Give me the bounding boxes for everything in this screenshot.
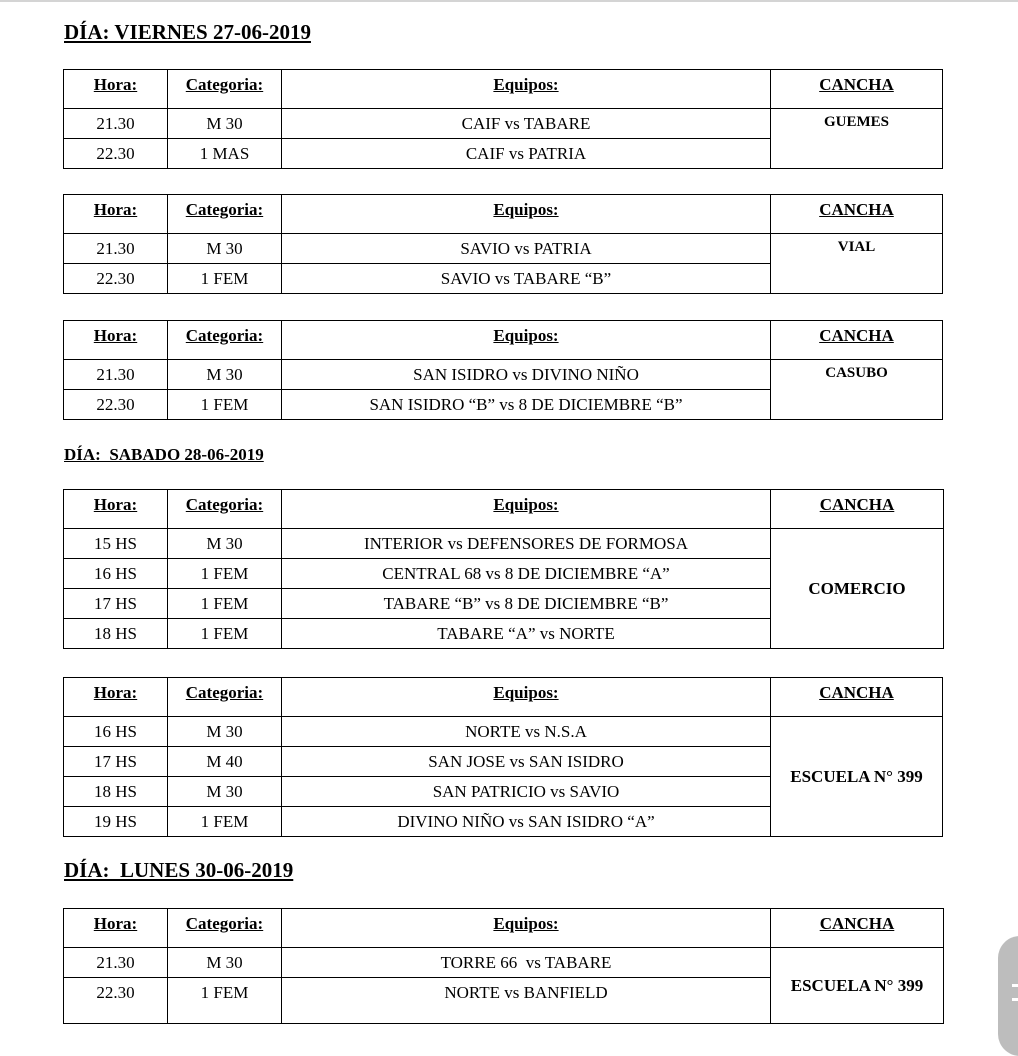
schedule-table: [63, 320, 943, 420]
schedule-table: [63, 489, 944, 649]
header-categoria: Categoria:: [168, 195, 282, 234]
table-row: [64, 234, 943, 264]
header-cancha: CANCHA: [771, 195, 943, 234]
equipos-cell: NORTE vs BANFIELD: [282, 978, 771, 1024]
table-header-row: [64, 909, 944, 948]
header-hora: Hora:: [64, 678, 168, 717]
hora-cell: 15 HS: [64, 529, 168, 559]
header-equipos: Equipos:: [282, 321, 771, 360]
equipos-cell: SAVIO vs TABARE “B”: [282, 264, 771, 294]
header-equipos: Equipos:: [282, 195, 771, 234]
header-equipos: Equipos:: [282, 909, 771, 948]
hora-cell: 16 HS: [64, 717, 168, 747]
equipos-cell: DIVINO NIÑO vs SAN ISIDRO “A”: [282, 807, 771, 837]
table-row: [64, 360, 943, 390]
equipos-cell: CAIF vs PATRIA: [282, 139, 771, 169]
header-equipos: Equipos:: [282, 490, 771, 529]
header-cancha: CANCHA: [771, 909, 944, 948]
categoria-cell: M 40: [168, 747, 282, 777]
categoria-cell: M 30: [168, 529, 282, 559]
hora-cell: 22.30: [64, 390, 168, 420]
table-header-row: [64, 321, 943, 360]
table-row: [64, 948, 944, 978]
header-hora: Hora:: [64, 490, 168, 529]
hora-cell: 18 HS: [64, 777, 168, 807]
equipos-cell: TABARE “B” vs 8 DE DICIEMBRE “B”: [282, 589, 771, 619]
categoria-cell: M 30: [168, 360, 282, 390]
equipos-cell: TABARE “A” vs NORTE: [282, 619, 771, 649]
table-row: [64, 529, 944, 559]
header-categoria: Categoria:: [168, 909, 282, 948]
hora-cell: 17 HS: [64, 589, 168, 619]
table-row: [64, 717, 943, 747]
categoria-cell: 1 FEM: [168, 589, 282, 619]
cancha-cell: COMERCIO: [771, 529, 944, 649]
header-categoria: Categoria:: [168, 70, 282, 109]
categoria-cell: 1 FEM: [168, 390, 282, 420]
table-header-row: [64, 490, 944, 529]
table-header-row: [64, 678, 943, 717]
tab-mark-icon: [1012, 984, 1018, 987]
equipos-cell: SAVIO vs PATRIA: [282, 234, 771, 264]
cancha-cell: ESCUELA N° 399: [771, 948, 944, 1024]
hora-cell: 21.30: [64, 360, 168, 390]
equipos-cell: SAN ISIDRO vs DIVINO NIÑO: [282, 360, 771, 390]
day-heading: DÍA: LUNES 30-06-2019: [64, 858, 294, 882]
tab-mark-icon: [1012, 998, 1018, 1001]
top-divider: [0, 0, 1018, 2]
categoria-cell: 1 FEM: [168, 978, 282, 1024]
categoria-cell: 1 FEM: [168, 807, 282, 837]
categoria-cell: 1 FEM: [168, 619, 282, 649]
day-heading: DÍA: SABADO 28-06-2019: [64, 445, 264, 464]
header-hora: Hora:: [64, 70, 168, 109]
hora-cell: 19 HS: [64, 807, 168, 837]
header-cancha: CANCHA: [771, 70, 943, 109]
hora-cell: 16 HS: [64, 559, 168, 589]
hora-cell: 17 HS: [64, 747, 168, 777]
equipos-cell: CENTRAL 68 vs 8 DE DICIEMBRE “A”: [282, 559, 771, 589]
equipos-cell: SAN PATRICIO vs SAVIO: [282, 777, 771, 807]
equipos-cell: SAN JOSE vs SAN ISIDRO: [282, 747, 771, 777]
header-categoria: Categoria:: [168, 678, 282, 717]
header-equipos: Equipos:: [282, 70, 771, 109]
categoria-cell: 1 FEM: [168, 264, 282, 294]
table-row: [64, 109, 943, 139]
equipos-cell: NORTE vs N.S.A: [282, 717, 771, 747]
hora-cell: 21.30: [64, 948, 168, 978]
cancha-cell: CASUBO: [771, 360, 943, 420]
cancha-cell: ESCUELA N° 399: [771, 717, 943, 837]
hora-cell: 22.30: [64, 264, 168, 294]
equipos-cell: SAN ISIDRO “B” vs 8 DE DICIEMBRE “B”: [282, 390, 771, 420]
schedule-table: [63, 677, 943, 837]
header-cancha: CANCHA: [771, 490, 944, 529]
header-categoria: Categoria:: [168, 490, 282, 529]
hora-cell: 21.30: [64, 109, 168, 139]
schedule-table: [63, 69, 943, 169]
hora-cell: 21.30: [64, 234, 168, 264]
table-header-row: [64, 70, 943, 109]
equipos-cell: INTERIOR vs DEFENSORES DE FORMOSA: [282, 529, 771, 559]
categoria-cell: 1 FEM: [168, 559, 282, 589]
cancha-cell: GUEMES: [771, 109, 943, 169]
hora-cell: 22.30: [64, 139, 168, 169]
categoria-cell: M 30: [168, 234, 282, 264]
categoria-cell: M 30: [168, 717, 282, 747]
schedule-table: [63, 908, 944, 1024]
equipos-cell: TORRE 66 vs TABARE: [282, 948, 771, 978]
cancha-cell: VIAL: [771, 234, 943, 294]
categoria-cell: M 30: [168, 948, 282, 978]
categoria-cell: M 30: [168, 777, 282, 807]
hora-cell: 22.30: [64, 978, 168, 1024]
header-hora: Hora:: [64, 909, 168, 948]
day-heading: DÍA: VIERNES 27-06-2019: [64, 20, 311, 44]
equipos-cell: CAIF vs TABARE: [282, 109, 771, 139]
schedule-table: [63, 194, 943, 294]
categoria-cell: 1 MAS: [168, 139, 282, 169]
floating-side-tab[interactable]: [998, 936, 1018, 1056]
categoria-cell: M 30: [168, 109, 282, 139]
table-header-row: [64, 195, 943, 234]
hora-cell: 18 HS: [64, 619, 168, 649]
header-categoria: Categoria:: [168, 321, 282, 360]
header-cancha: CANCHA: [771, 678, 943, 717]
header-equipos: Equipos:: [282, 678, 771, 717]
header-cancha: CANCHA: [771, 321, 943, 360]
header-hora: Hora:: [64, 321, 168, 360]
header-hora: Hora:: [64, 195, 168, 234]
